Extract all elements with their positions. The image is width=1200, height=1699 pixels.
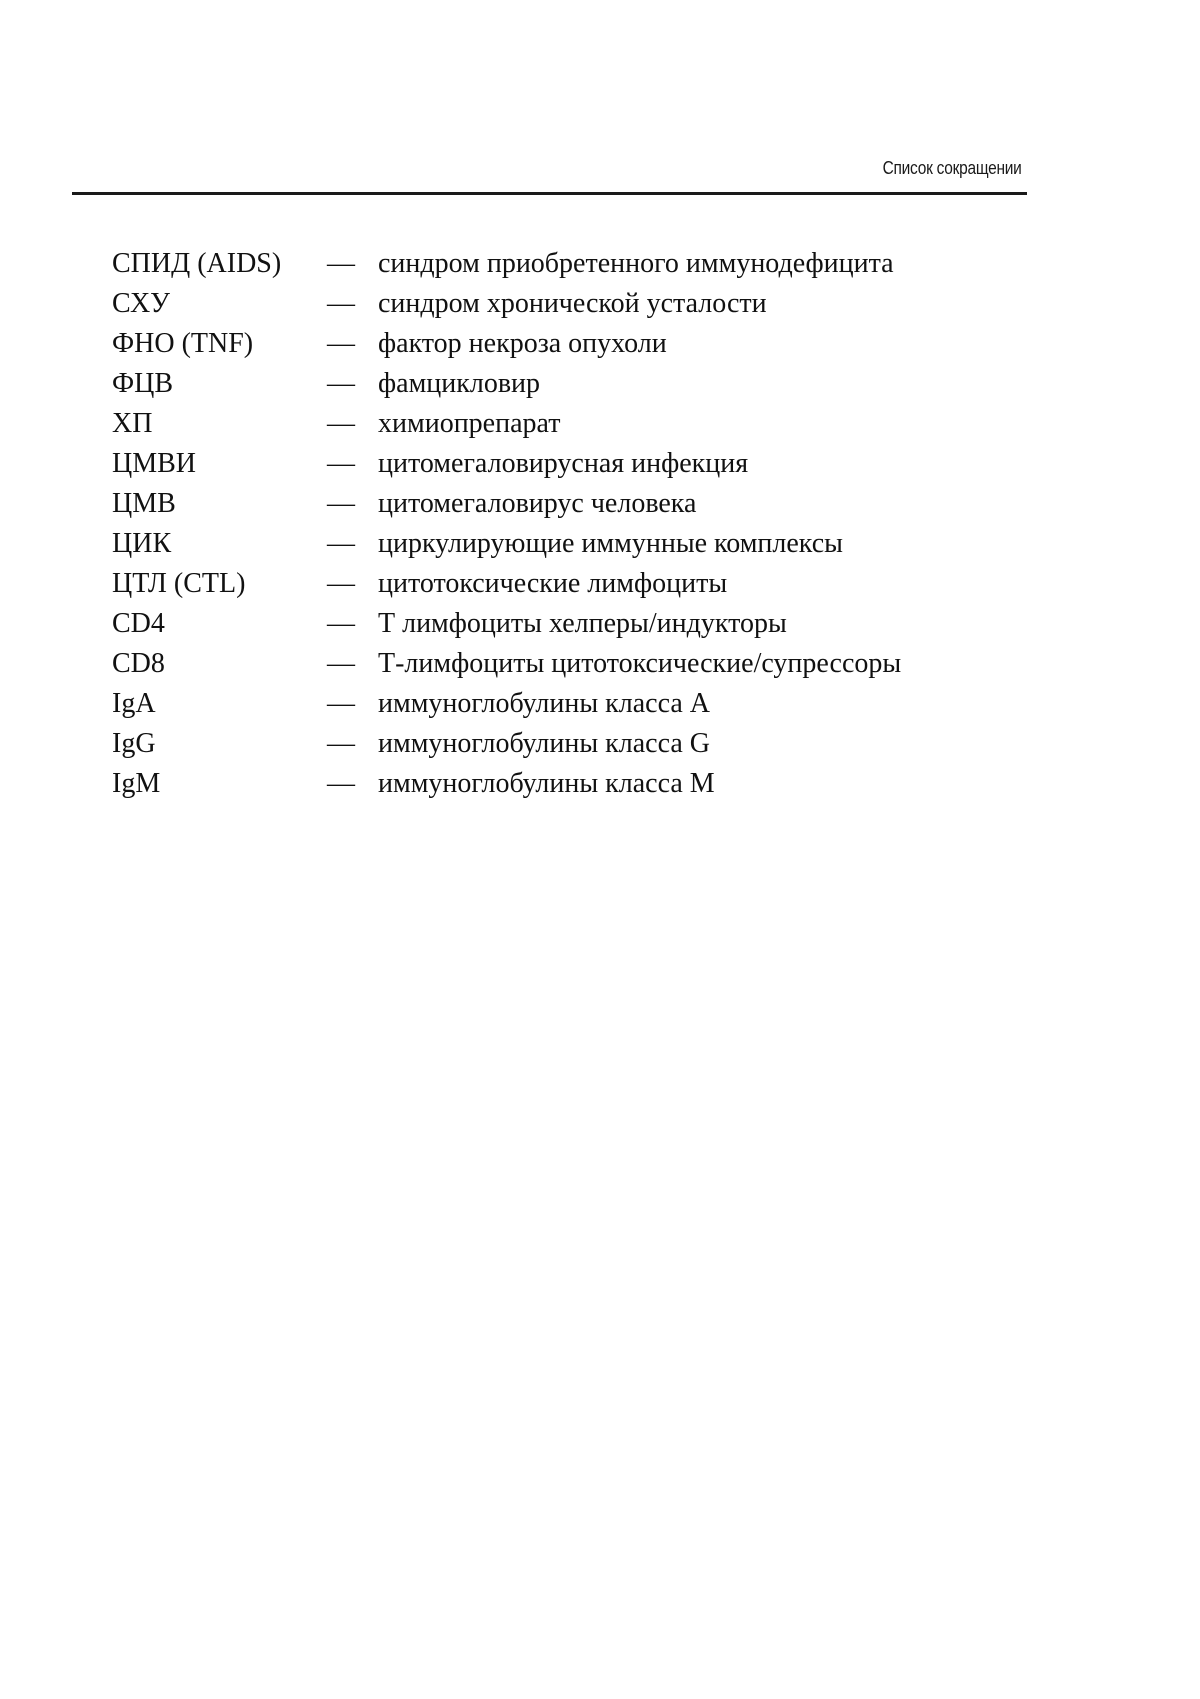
- abbreviation-term: IgA: [112, 688, 156, 719]
- abbreviation-dash: —: [327, 648, 355, 679]
- abbreviation-row: [112, 524, 1012, 564]
- abbreviation-dash: —: [327, 728, 355, 759]
- abbreviation-dash: —: [327, 688, 355, 719]
- abbreviation-dash: —: [327, 288, 355, 319]
- abbreviation-row: [112, 244, 1012, 284]
- abbreviation-term: ФЦВ: [112, 368, 174, 399]
- abbreviation-definition: Т-лимфоциты цитотоксические/супрессоры: [378, 648, 902, 679]
- abbreviation-definition: иммуноглобулины класса А: [378, 688, 710, 719]
- abbreviation-row: [112, 604, 1012, 644]
- abbreviation-dash: —: [327, 528, 355, 559]
- abbreviation-definition: химиопрепарат: [378, 408, 561, 439]
- abbreviation-term: ЦМВ: [112, 488, 176, 519]
- abbreviation-dash: —: [327, 248, 355, 279]
- abbreviation-row: [112, 484, 1012, 524]
- abbreviation-row: [112, 324, 1012, 364]
- abbreviation-row: [112, 364, 1012, 404]
- abbreviation-definition: фактор некроза опухоли: [378, 328, 667, 359]
- abbreviation-definition: циркулирующие иммунные комплексы: [378, 528, 843, 559]
- abbreviation-term: ФНО (TNF): [112, 328, 254, 359]
- running-head-title: Список сокращении: [883, 158, 1022, 178]
- abbreviation-dash: —: [327, 488, 355, 519]
- abbreviation-row: [112, 724, 1012, 764]
- abbreviation-term: ЦТЛ (CTL): [112, 568, 246, 599]
- header-rule: [72, 192, 1027, 195]
- abbreviation-definition: цитомегаловирусная инфекция: [378, 448, 749, 479]
- abbreviation-row: [112, 284, 1012, 324]
- abbreviation-term: СПИД (AIDS): [112, 248, 282, 279]
- abbreviation-dash: —: [327, 408, 355, 439]
- abbreviation-term: ЦИК: [112, 528, 172, 559]
- abbreviation-row: [112, 644, 1012, 684]
- abbreviation-definition: иммуноглобулины класса G: [378, 728, 710, 759]
- abbreviation-row: [112, 564, 1012, 604]
- abbreviation-definition: синдром хронической усталости: [378, 288, 767, 319]
- abbreviation-dash: —: [327, 768, 355, 799]
- abbreviation-definition: иммуноглобулины класса М: [378, 768, 715, 799]
- abbreviation-term: ХП: [112, 408, 153, 439]
- abbreviation-row: [112, 684, 1012, 724]
- abbreviation-term: ЦМВИ: [112, 448, 197, 479]
- abbreviation-term: IgM: [112, 768, 161, 799]
- abbreviation-dash: —: [327, 448, 355, 479]
- abbreviation-dash: —: [327, 608, 355, 639]
- abbreviation-row: [112, 444, 1012, 484]
- abbreviation-definition: фамцикловир: [378, 368, 541, 399]
- abbreviation-dash: —: [327, 368, 355, 399]
- abbreviation-definition: синдром приобретенного иммунодефицита: [378, 248, 894, 279]
- abbreviation-dash: —: [327, 328, 355, 359]
- abbreviation-definition: цитотоксические лимфоциты: [378, 568, 728, 599]
- abbreviation-term: CD8: [112, 648, 165, 679]
- abbreviation-term: CD4: [112, 608, 165, 639]
- abbreviation-term: СХУ: [112, 288, 170, 319]
- abbreviation-row: [112, 404, 1012, 444]
- abbreviation-definition: цитомегаловирус человека: [378, 488, 697, 519]
- abbreviation-row: [112, 764, 1012, 804]
- abbreviation-dash: —: [327, 568, 355, 599]
- abbreviation-list: [112, 244, 1012, 804]
- abbreviation-term: IgG: [112, 728, 156, 759]
- abbreviation-definition: Т лимфоциты хелперы/индукторы: [378, 608, 787, 639]
